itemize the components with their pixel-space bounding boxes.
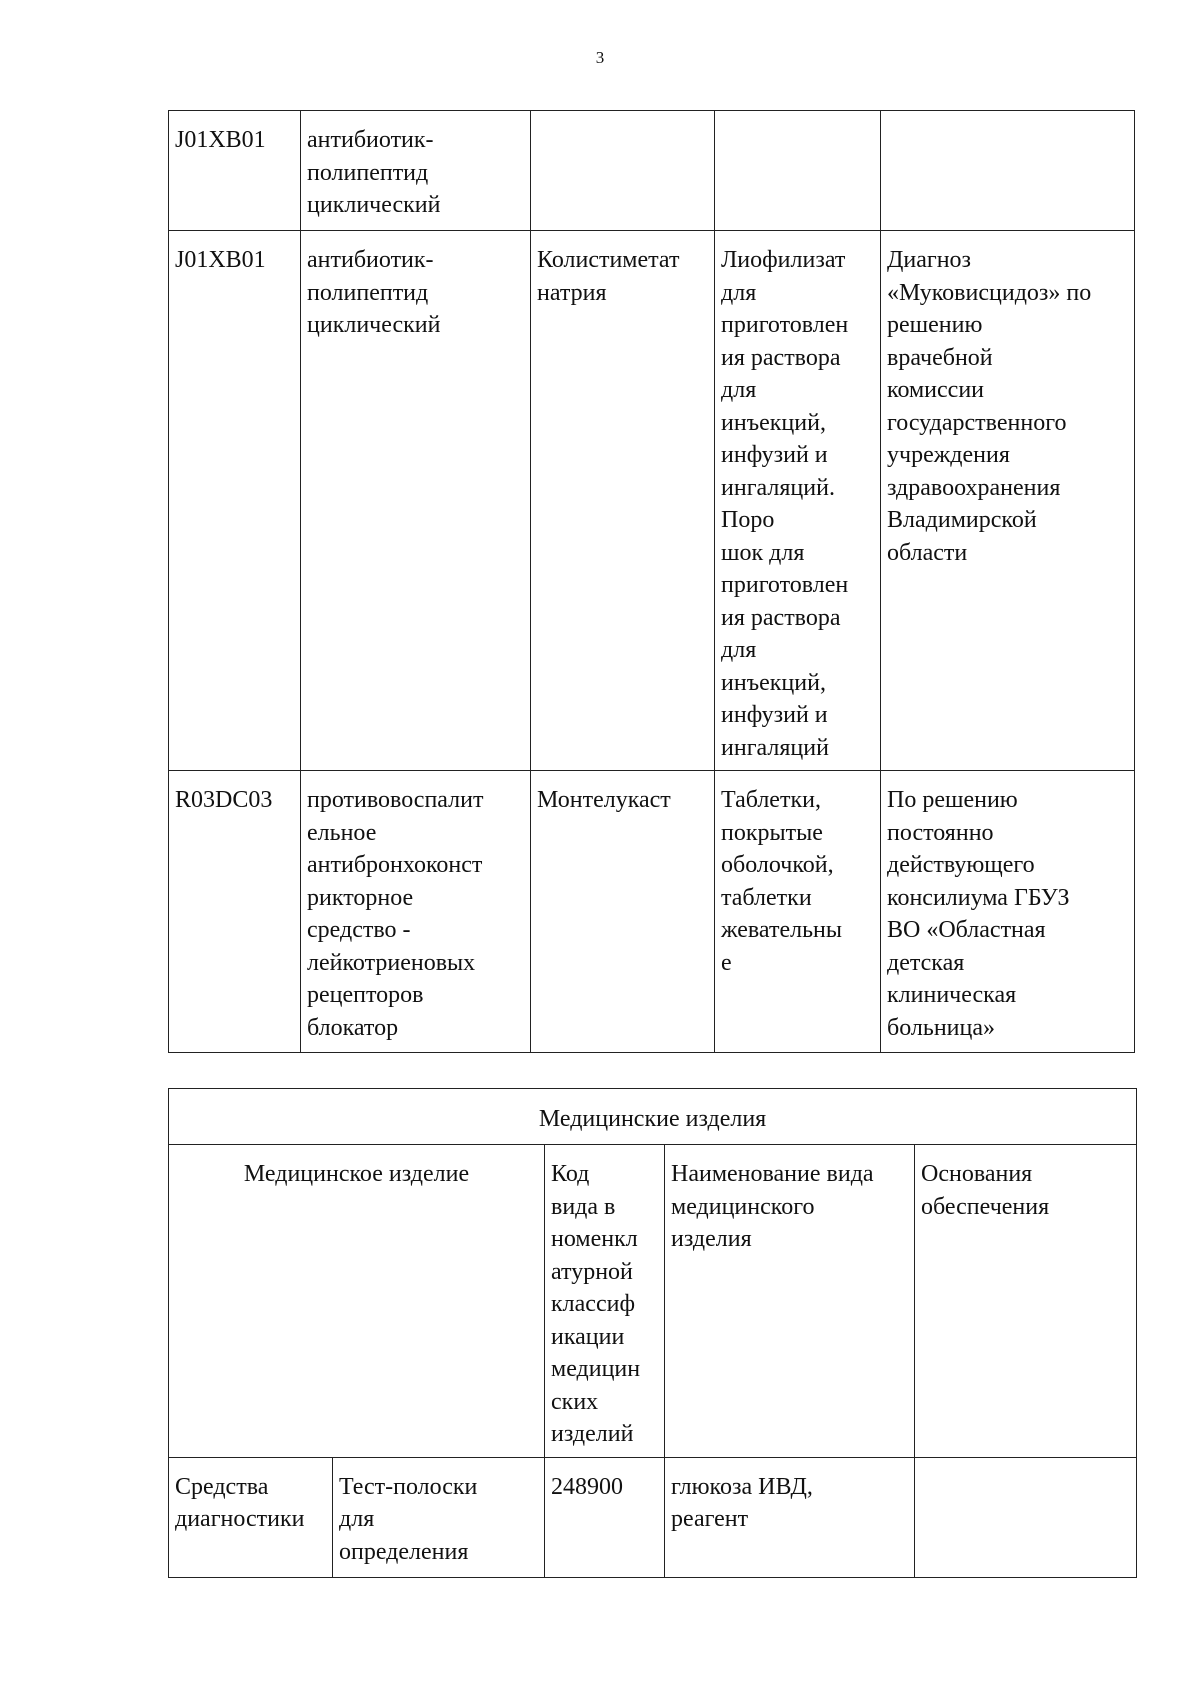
- header-device: Медицинское изделие: [169, 1145, 545, 1458]
- atc-code-cell: J01XB01: [169, 111, 301, 231]
- device-table: [168, 1088, 1137, 1578]
- type-name-cell: глюкоза ИВД, реагент: [665, 1457, 915, 1577]
- table-row: [169, 1457, 1137, 1577]
- header-basis: Основания обеспечения: [915, 1145, 1137, 1458]
- dosage-form-cell: [715, 111, 881, 231]
- category-cell: Средства диагностики: [169, 1457, 333, 1577]
- page-number: 3: [595, 48, 605, 67]
- basis-cell: По решению постоянно действующего консилиума ГБУЗ ВО «Областная детская клиническая больница»: [881, 771, 1135, 1053]
- header-code: Код вида в номенкл атурной классиф икации медицин ских изделий: [545, 1145, 665, 1458]
- basis-cell: Диагноз «Муковисцидоз» по решению врачебной комиссии государственного учреждения здравоохранения Владимирской области: [881, 231, 1135, 771]
- pharm-group-cell: противовоспалит ельное антибронхоконст рикторное средство - лейкотриеновых рецепторов блокатор: [301, 771, 531, 1053]
- drug-name-cell: [531, 111, 715, 231]
- table-title-row: [169, 1089, 1137, 1145]
- code-cell: 248900: [545, 1457, 665, 1577]
- table-header-row: [169, 1145, 1137, 1458]
- basis-cell: [915, 1457, 1137, 1577]
- table-row: [169, 771, 1135, 1053]
- dosage-form-cell: Лиофилизат для приготовлен ия раствора для инъекций, инфузий и ингаляций. Поро шок для приготовлен ия раствора для инъекций, инфузий и ингаляций: [715, 231, 881, 771]
- table-row: [169, 231, 1135, 771]
- header-type-name: Наименование вида медицинского изделия: [665, 1145, 915, 1458]
- drug-name-cell: Колистиметат натрия: [531, 231, 715, 771]
- dosage-form-cell: Таблетки, покрытые оболочкой, таблетки жевательны е: [715, 771, 881, 1053]
- pharm-group-cell: антибиотик- полипептид циклический: [301, 231, 531, 771]
- atc-code-cell: R03DC03: [169, 771, 301, 1053]
- drug-table: [168, 110, 1135, 1053]
- table-row: [169, 111, 1135, 231]
- drug-name-cell: Монтелукаст: [531, 771, 715, 1053]
- table-title: Медицинские изделия: [169, 1089, 1137, 1145]
- pharm-group-cell: антибиотик- полипептид циклический: [301, 111, 531, 231]
- atc-code-cell: J01XB01: [169, 231, 301, 771]
- basis-cell: [881, 111, 1135, 231]
- device-cell: Тест-полоски для определения: [333, 1457, 545, 1577]
